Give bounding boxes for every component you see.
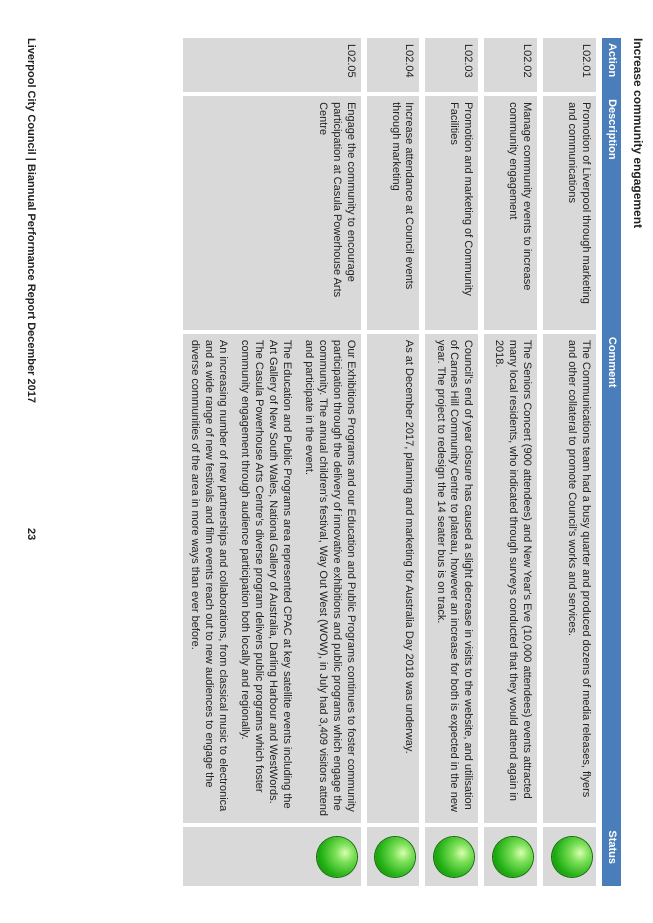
status-green-light-icon xyxy=(317,837,357,877)
action-code: L02.02 xyxy=(481,38,540,94)
comment-paragraph: The Communications team had a busy quarter and produced dozens of media releases, flyers and other collateral to promote Council's works and services. xyxy=(566,339,592,798)
table-row xyxy=(423,38,482,886)
footer-report-title: Liverpool City Council | Biannual Performance Report December 2017 xyxy=(25,38,37,403)
table-row xyxy=(184,38,364,886)
column-header-status: Status xyxy=(599,825,621,886)
comment-paragraph: The Seniors Concert (900 attendees) and New Year's Eve (10,000 attendees) events attracted many local residents, who indicated through surveys conducted that they would attend again in 2018. xyxy=(493,339,533,801)
column-header-comment: Comment xyxy=(599,332,621,826)
action-code: L02.04 xyxy=(364,38,423,94)
comment-cell xyxy=(540,332,599,826)
comment-cell xyxy=(423,332,482,826)
comment-paragraph: Council's end of year closure has caused a slight decrease in visits to the website, and utilisation of Carnes Hill Community Centre to plateau, however an increase for both is expected in the new year. The project to redesign the 14 seater bus is on track. xyxy=(434,339,475,812)
comment-paragraph: The Education and Public Programs area represented CPAC at key satellite events including the Art Gallery of New South Wales, National Gallery of Australia, Darling Harbour and WestWords. The Casula Powerhouse Arts Centre's diverse program delivers public programs which foster community engagement through audience participation both locally and regionally. xyxy=(239,339,293,809)
table-row xyxy=(364,38,423,886)
action-table xyxy=(184,38,622,886)
status-green-light-icon xyxy=(493,837,533,877)
description-cell: Engage the community to encourage participation at Casula Powerhouse Arts Centre xyxy=(184,94,364,332)
status-cell xyxy=(364,825,423,886)
table-row xyxy=(540,38,599,886)
comment-paragraph: An increasing number of new partnerships and collaborations, from classical music to electronica and a wide range of new festivals and film events reach out to new audiences to engage the diverse communities of the area in more ways than ever before. xyxy=(189,339,229,812)
action-code: L02.05 xyxy=(184,38,364,94)
description-cell: Increase attendance at Council events through marketing xyxy=(364,94,423,332)
comment-paragraph: Our Exhibitions Programs and our Education and Public Programs continues to foster community participation through the delivery of innovative exhibitions and public programs which engage the community. The annual children's festival, Way Out West (WOW), in July had 3,409 visitors attend and participate in the event. xyxy=(303,339,357,816)
comment-cell xyxy=(481,332,540,826)
action-code: L02.01 xyxy=(540,38,599,94)
status-green-light-icon xyxy=(552,837,592,877)
description-cell: Promotion and marketing of Community Facilities xyxy=(423,94,482,332)
table-header-row xyxy=(599,38,621,886)
status-cell xyxy=(540,825,599,886)
action-code: L02.03 xyxy=(423,38,482,94)
status-green-light-icon xyxy=(376,837,416,877)
section-title: Increase community engagement xyxy=(631,38,645,229)
column-header-description: Description xyxy=(599,94,621,332)
status-cell xyxy=(481,825,540,886)
comment-paragraph: As at December 2017, planning and marketing for Australia Day 2018 was underway. xyxy=(403,339,416,754)
status-cell xyxy=(184,825,364,886)
status-green-light-icon xyxy=(434,837,474,877)
description-cell: Promotion of Liverpool through marketing and communications xyxy=(540,94,599,332)
status-cell xyxy=(423,825,482,886)
comment-cell xyxy=(184,332,364,826)
comment-cell xyxy=(364,332,423,826)
table-row xyxy=(481,38,540,886)
page-number: 23 xyxy=(25,528,37,541)
description-cell: Manage community events to increase community engagement xyxy=(481,94,540,332)
column-header-action: Action xyxy=(599,38,621,94)
